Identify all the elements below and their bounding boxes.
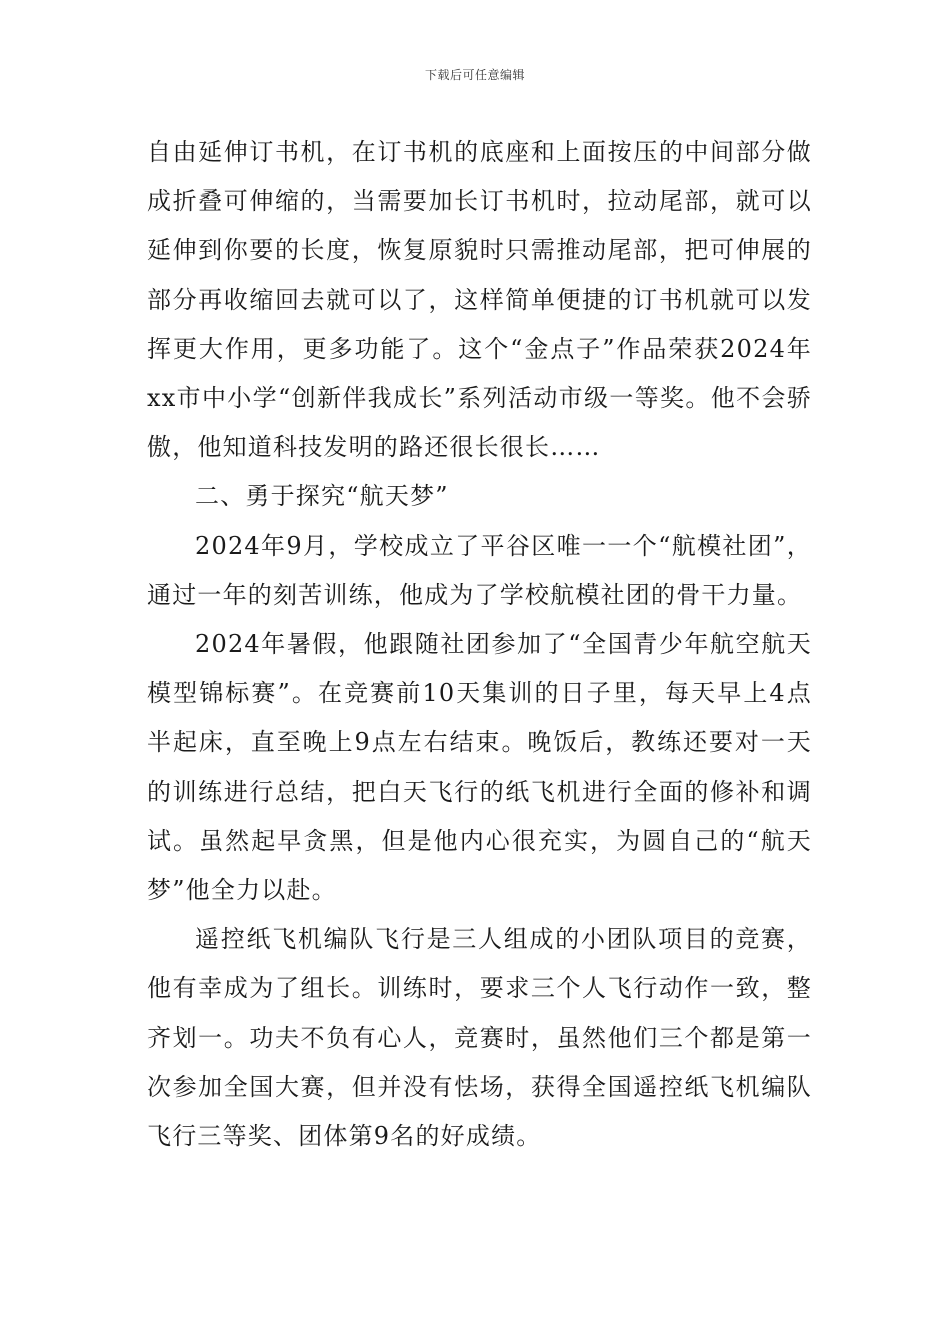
- paragraph-formation-flight: 遥控纸飞机编队飞行是三人组成的小团队项目的竞赛，他有幸成为了组长。训练时，要求三个人飞行动作一致，整齐划一。功夫不负有心人，竞赛时，虽然他们三个都是第一次参加全国大赛，但并没有怯场，获得全国遥控纸飞机编队飞行三等奖、团体第9名的好成绩。: [147, 925, 812, 1151]
- document-body: [147, 128, 812, 1161]
- paragraph-stapler-invention: 自由延伸订书机，在订书机的底座和上面按压的中间部分做成折叠可伸缩的，当需要加长订书机时，拉动尾部，就可以延伸到你要的长度，恢复原貌时只需推动尾部，把可伸展的部分再收缩回去就可以了，这样简单便捷的订书机就可以发挥更大作用，更多功能了。这个“金点子”作品荣获2024年xx市中小学“创新伴我成长”系列活动市级一等奖。他不会骄傲，他知道科技发明的路还很长很长……: [147, 138, 812, 462]
- paragraph-aero-club: 2024年9月，学校成立了平谷区唯一一个“航模社团”，通过一年的刻苦训练，他成为了学校航模社团的骨干力量。: [147, 531, 812, 609]
- page-header: 下载后可任意编辑: [424, 68, 525, 82]
- paragraph-summer-championship: 2024年暑假，他跟随社团参加了“全国青少年航空航天模型锦标赛”。在竞赛前10天集训的日子里，每天早上4点半起床，直至晚上9点左右结束。晚饭后，教练还要对一天的训练进行总结，把白天飞行的纸飞机进行全面的修补和调试。虽然起早贪黑，但是他内心很充实，为圆自己的“航天梦”他全力以赴。: [147, 630, 812, 905]
- section-heading-space-dream: 二、勇于探究“航天梦”: [195, 482, 449, 511]
